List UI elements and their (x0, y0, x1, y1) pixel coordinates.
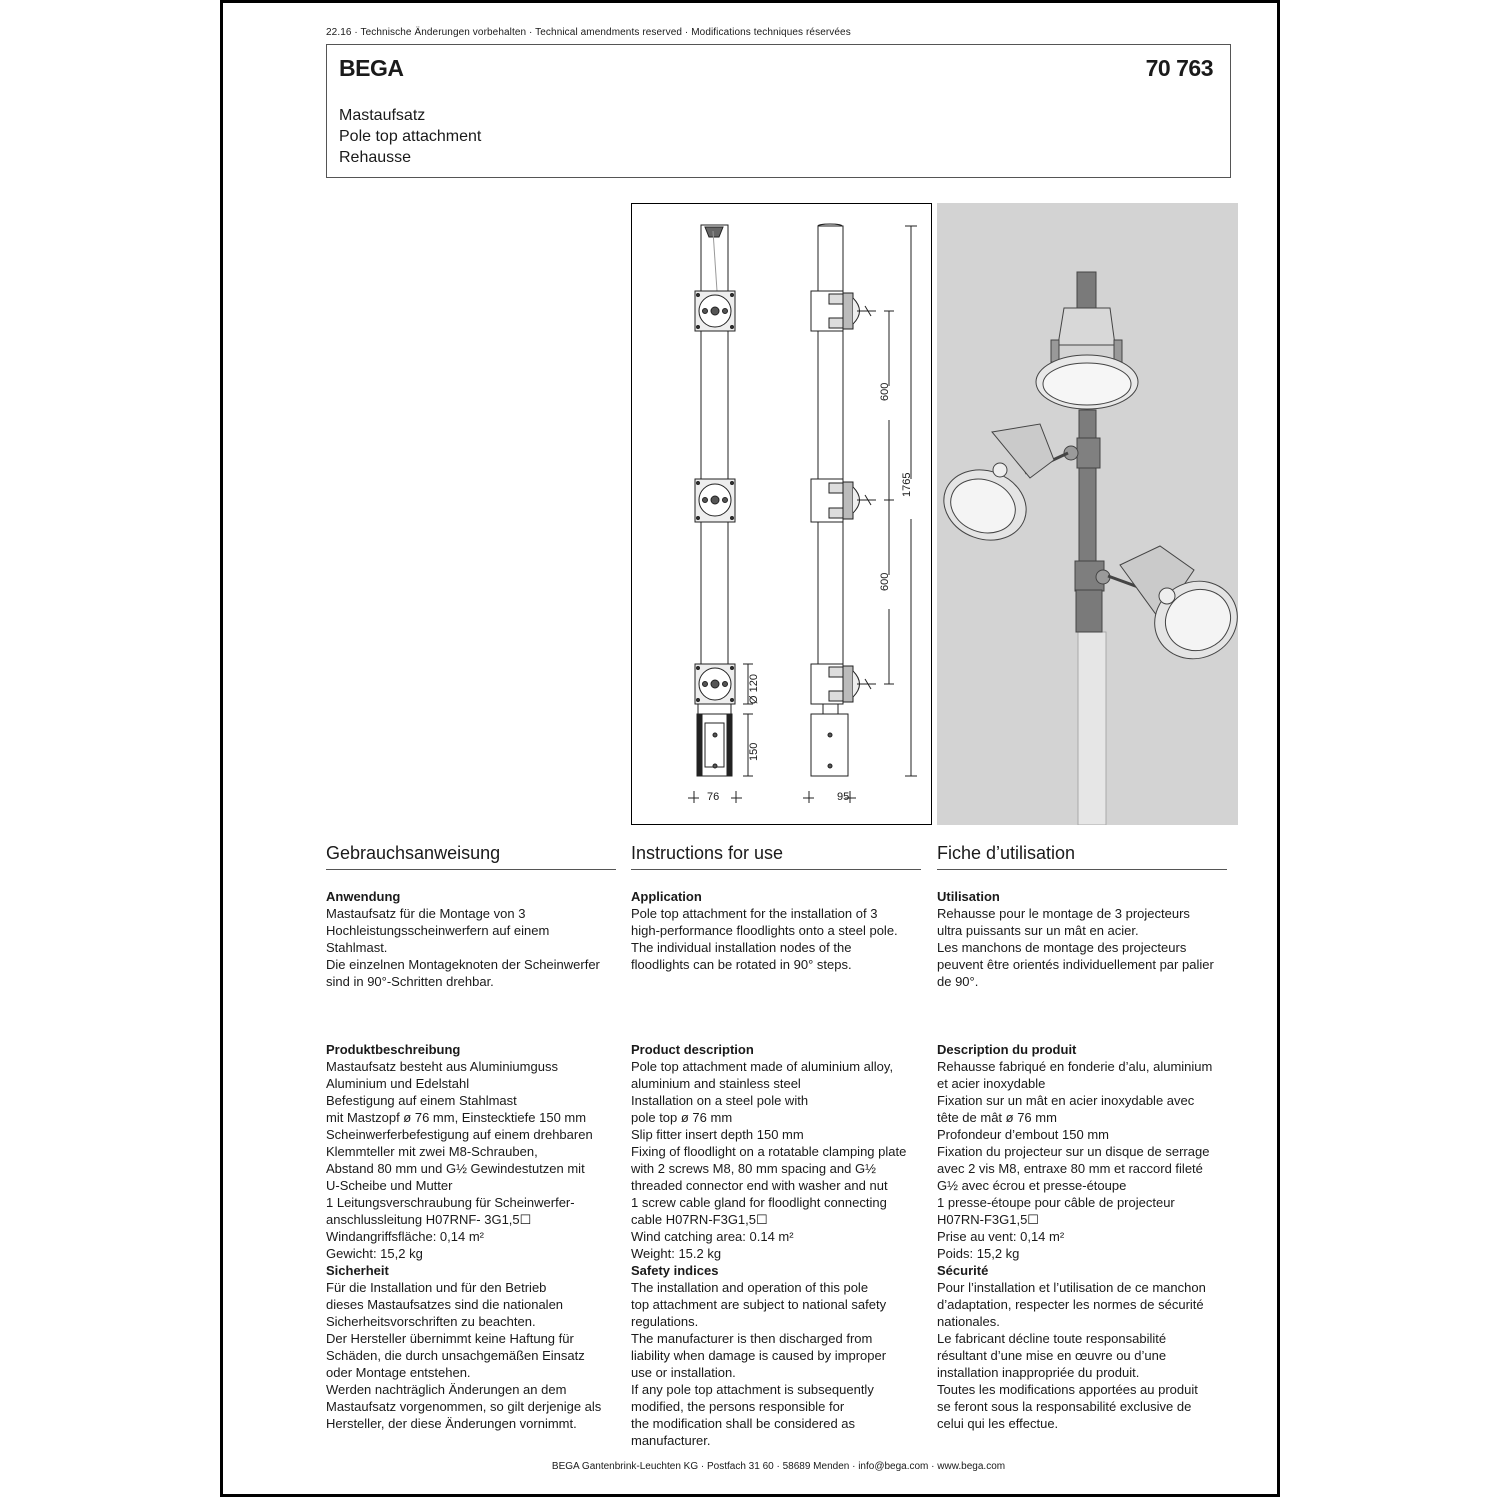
column-french (937, 843, 1227, 1432)
text-line: Le fabricant décline toute responsabilité (937, 1331, 1167, 1346)
text-line: Rehausse pour le montage de 3 projecteurs (937, 906, 1190, 921)
dim-600-upper: 600 (879, 382, 891, 401)
column-english (631, 843, 921, 1449)
text-line: liability when damage is caused by improper (631, 1348, 887, 1363)
text-line: Mastaufsatz besteht aus Aluminiumguss (326, 1059, 558, 1074)
section-title-description: Produktbeschreibung (326, 1042, 461, 1057)
section-title-application: Utilisation (937, 889, 1000, 904)
text-line: floodlights can be rotated in 90° steps. (631, 957, 852, 972)
revision-notice: 22.16 · Technische Änderungen vorbehalten · Technical amendments reserved · Modifications techniques réservées (326, 27, 851, 38)
section-title-description: Description du produit (937, 1042, 1077, 1057)
section-title-safety: Sicherheit (326, 1263, 389, 1278)
text-line: Fixation du projecteur sur un disque de serrage (937, 1144, 1210, 1159)
text-line: Sicherheitsvorschriften zu beachten. (326, 1314, 536, 1329)
section-title-description: Product description (631, 1042, 754, 1057)
text-line: Rehausse fabriqué en fonderie d’alu, aluminium (937, 1059, 1213, 1074)
dim-total-height: 1765 (901, 472, 913, 497)
text-line: Fixing of floodlight on a rotatable clamping plate (631, 1144, 907, 1159)
text-line: manufacturer. (631, 1433, 711, 1448)
text-line: Für die Installation und für den Betrieb (326, 1280, 547, 1295)
section-title-application: Application (631, 889, 702, 904)
title-fr: Rehausse (339, 149, 412, 166)
text-line: Klemmteller mit zwei M8-Schrauben, (326, 1144, 538, 1159)
text-line: modified, the persons responsible for (631, 1399, 845, 1414)
text-line: dieses Mastaufsatzes sind die nationalen (326, 1297, 564, 1312)
front-view (688, 225, 753, 803)
text-line: U-Scheibe und Mutter (326, 1178, 453, 1193)
text-line: Mastaufsatz für die Montage von 3 (326, 906, 526, 921)
footer-address: BEGA Gantenbrink-Leuchten KG · Postfach 31 60 · 58689 Menden · info@bega.com · www.bega.com (551, 1461, 1006, 1472)
text-line: installation inappropriée du produit. (937, 1365, 1140, 1380)
text-line: The installation and operation of this pole (631, 1280, 869, 1295)
text-line: Hersteller, der diese Änderungen vornimmt. (326, 1416, 577, 1431)
title-en: Pole top attachment (339, 128, 482, 145)
text-line: use or installation. (631, 1365, 736, 1380)
text-line: Les manchons de montage des projecteurs (937, 940, 1187, 955)
text-line: Abstand 80 mm und G½ Gewindestutzen mit (326, 1161, 585, 1176)
dim-width-front: 76 (707, 791, 720, 803)
text-line: ultra puissants sur un mât en acier. (937, 923, 1139, 938)
text-line: Stahlmast. (326, 940, 388, 955)
text-line: regulations. (631, 1314, 699, 1329)
text-line: 1 Leitungsverschraubung für Scheinwerfer- (326, 1195, 575, 1210)
text-line: Weight: 15.2 kg (631, 1246, 722, 1261)
text-line: Installation on a steel pole with (631, 1093, 809, 1108)
text-line: Die einzelnen Montageknoten der Scheinwerfer (326, 957, 600, 972)
text-line: de 90°. (937, 974, 979, 989)
text-line: If any pole top attachment is subsequently (631, 1382, 874, 1397)
title-de: Mastaufsatz (339, 107, 426, 124)
text-line: Hochleistungsscheinwerfern auf einem (326, 923, 550, 938)
text-line: Scheinwerferbefestigung auf einem drehbaren (326, 1127, 593, 1142)
text-line: Pole top attachment made of aluminium alloy, (631, 1059, 894, 1074)
text-line: d’adaptation, respecter les normes de sécurité (937, 1297, 1204, 1312)
text-line: mit Mastzopf ø 76 mm, Einstecktiefe 150 mm (326, 1110, 587, 1125)
dim-diameter: Ø 120 (748, 674, 760, 704)
text-line: celui qui les effectue. (937, 1416, 1059, 1431)
text-line: Pole top attachment for the installation of 3 (631, 906, 878, 921)
text-line: Schäden, die durch unsachgemäßen Einsatz (326, 1348, 585, 1363)
text-line: Windangriffsfläche: 0,14 m² (326, 1229, 484, 1244)
text-line: avec 2 vis M8, entraxe 80 mm et raccord fileté (937, 1161, 1203, 1176)
text-line: cable H07RN-F3G1,5☐ (631, 1212, 768, 1227)
text-line: Slip fitter insert depth 150 mm (631, 1127, 804, 1142)
text-line: high-performance floodlights onto a steel pole. (631, 923, 898, 938)
text-line: Profondeur d’embout 150 mm (937, 1127, 1109, 1142)
text-line: The individual installation nodes of the (631, 940, 852, 955)
text-line: aluminium and stainless steel (631, 1076, 801, 1091)
text-line: 1 presse-étoupe pour câble de projecteur (937, 1195, 1175, 1210)
technical-drawing (631, 203, 932, 825)
section-title-safety: Sécurité (937, 1263, 989, 1278)
dim-insert-depth: 150 (748, 742, 760, 761)
text-line: Werden nachträglich Änderungen an dem (326, 1382, 567, 1397)
text-line: anschlussleitung H07RNF- 3G1,5☐ (326, 1212, 532, 1227)
column-german (326, 843, 616, 1432)
column-heading: Fiche d’utilisation (937, 843, 1227, 870)
text-line: Der Hersteller übernimmt keine Haftung für (326, 1331, 574, 1346)
dim-600-lower: 600 (879, 572, 891, 591)
text-line: résultant d’une mise en œuvre ou d’une (937, 1348, 1167, 1363)
text-line: pole top ø 76 mm (631, 1110, 733, 1125)
article-number: 70 763 (1145, 55, 1213, 81)
text-line: Toutes les modifications apportées au produit (937, 1382, 1198, 1397)
text-line: Poids: 15,2 kg (937, 1246, 1020, 1261)
text-line: Wind catching area: 0.14 m² (631, 1229, 794, 1244)
text-line: Aluminium und Edelstahl (326, 1076, 470, 1091)
text-line: se feront sous la responsabilité exclusive de (937, 1399, 1192, 1414)
side-view (803, 224, 917, 803)
dim-width-side: 95 (837, 791, 850, 803)
text-line: Pour l’installation et l’utilisation de ce manchon (937, 1280, 1206, 1295)
text-line: The manufacturer is then discharged from (631, 1331, 873, 1346)
text-line: tête de mât ø 76 mm (937, 1110, 1057, 1125)
text-line: oder Montage entstehen. (326, 1365, 471, 1380)
text-line: nationales. (937, 1314, 1000, 1329)
text-line: the modification shall be considered as (631, 1416, 856, 1431)
section-title-safety: Safety indices (631, 1263, 719, 1278)
text-line: peuvent être orientés individuellement par palier (937, 957, 1214, 972)
text-line: top attachment are subject to national safety (631, 1297, 887, 1312)
text-line: Prise au vent: 0,14 m² (937, 1229, 1065, 1244)
header-box (326, 44, 1231, 178)
text-line: Fixation sur un mât en acier inoxydable avec (937, 1093, 1195, 1108)
text-line: 1 screw cable gland for floodlight connecting (631, 1195, 887, 1210)
text-line: Gewicht: 15,2 kg (326, 1246, 423, 1261)
text-line: G½ avec écrou et presse-étoupe (937, 1178, 1127, 1193)
text-line: et acier inoxydable (937, 1076, 1046, 1091)
section-title-application: Anwendung (326, 889, 401, 904)
brand-logo: BEGA (339, 55, 404, 81)
product-illustration (937, 203, 1238, 825)
column-heading: Instructions for use (631, 843, 921, 870)
text-line: sind in 90°-Schritten drehbar. (326, 974, 494, 989)
text-line: with 2 screws M8, 80 mm spacing and G½ (631, 1161, 876, 1176)
text-line: threaded connector end with washer and nut (631, 1178, 888, 1193)
column-heading: Gebrauchsanweisung (326, 843, 616, 870)
text-line: H07RN-F3G1,5☐ (937, 1212, 1039, 1227)
text-line: Mastaufsatz vorgenommen, so gilt derjenige als (326, 1399, 602, 1414)
text-line: Befestigung auf einem Stahlmast (326, 1093, 517, 1108)
